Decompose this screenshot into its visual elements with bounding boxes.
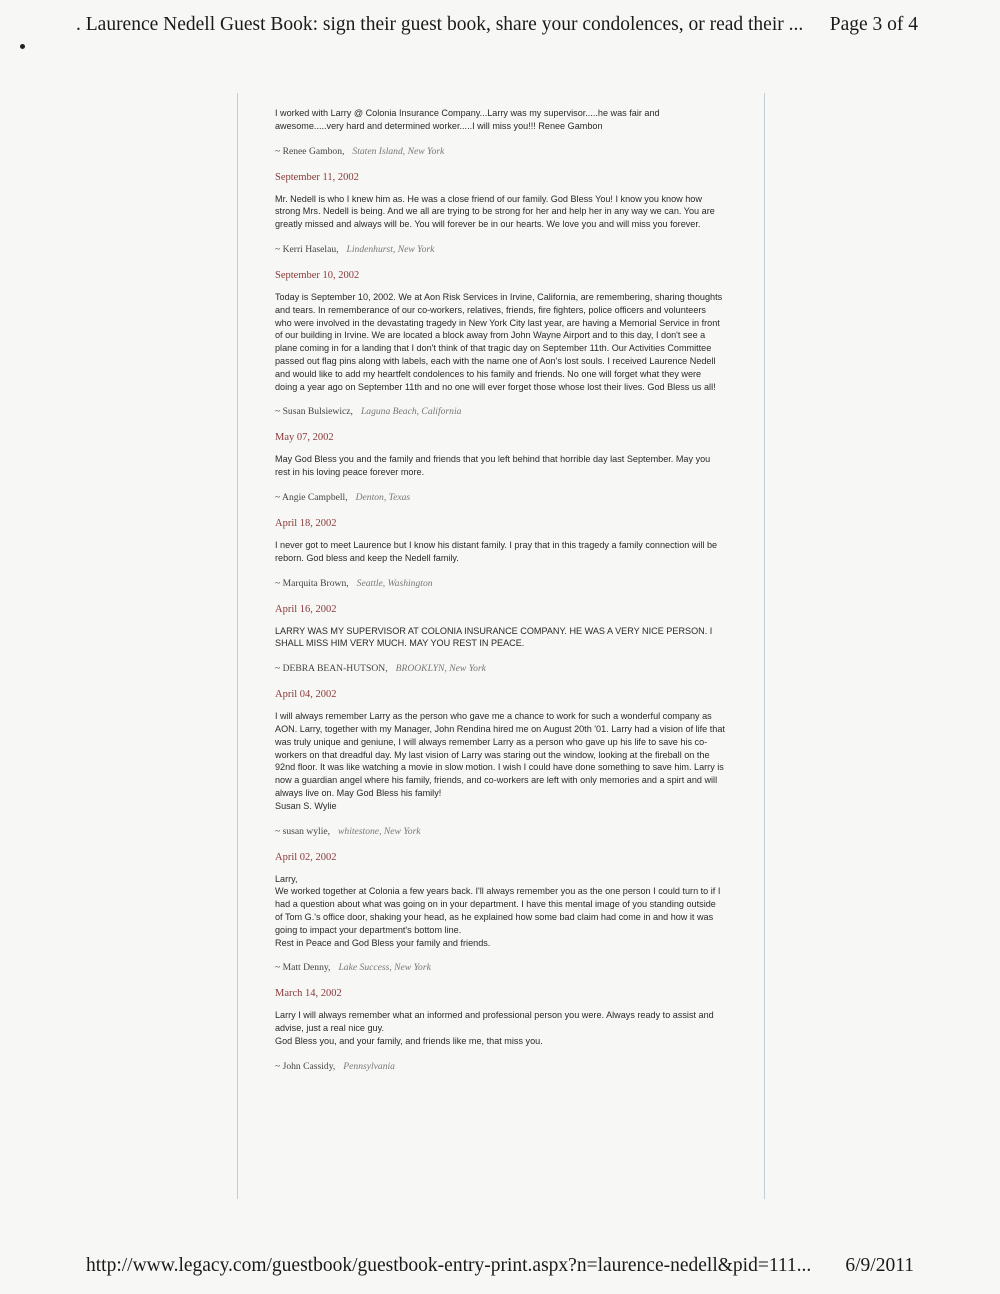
entry-author: ~ Kerri Haselau, bbox=[275, 243, 339, 255]
entry-date: April 04, 2002 bbox=[275, 689, 337, 701]
guestbook-entry bbox=[275, 987, 725, 1072]
guestbook-entry bbox=[275, 603, 725, 676]
entry-location: Lindenhurst, New York bbox=[346, 243, 435, 255]
entry-author: ~ susan wylie, bbox=[275, 825, 331, 837]
entry-message: Today is September 10, 2002. We at Aon Risk Services in Irvine, California, are remembering, sharing thoughts and tears. In rememberance of our co-workers, relatives, friends, fire fighters, police officers and volunteers who were involved in the devastating tragedy in New York City last year, are having a Memorial Service in front of our building in Irvine. We are located a block away from John Wayne Airport and to this day, I don't see a plane coming in for a landing that I don't think of that tragic day on September 11th. Our Activities Committee passed out flag pins along with labels, each with the name one of Aon's lost souls. I received Laurence Nedell and would like to add my heartfelt condolences to his family and friends. No one will forget what they were doing a year ago on September 11th and no one will ever forget those whose lost their lives. God Bless us all! bbox=[275, 291, 723, 392]
entry-date: April 18, 2002 bbox=[275, 517, 337, 529]
guestbook-entry bbox=[275, 851, 725, 975]
bullet-mark bbox=[20, 44, 25, 49]
entry-message: Mr. Nedell is who I knew him as. He was a close friend of our family. God Bless You! I know you know how strong Mrs. Nedell is being. And we all are trying to be strong for her and help her in any way we can. You are greatly missed and always will be. You will forever be in our hearts. We love you and will miss you forever. bbox=[275, 193, 715, 230]
entry-location: Seattle, Washington bbox=[356, 577, 433, 589]
print-date: 6/9/2011 bbox=[845, 1255, 914, 1276]
guestbook-entry bbox=[275, 171, 725, 256]
entry-location: Denton, Texas bbox=[355, 491, 411, 503]
guestbook-entries bbox=[275, 107, 725, 1086]
print-header bbox=[0, 14, 1000, 44]
entry-date: September 11, 2002 bbox=[275, 171, 359, 183]
page-url: http://www.legacy.com/guestbook/guestbook-entry-print.aspx?n=laurence-nedell&pid=111... bbox=[86, 1255, 812, 1276]
entry-location: whitestone, New York bbox=[338, 825, 421, 837]
entry-signature bbox=[275, 825, 725, 838]
entry-author: ~ Susan Bulsiewicz, bbox=[275, 406, 353, 418]
guestbook-entry bbox=[275, 688, 725, 837]
entry-author: ~ Renee Gambon, bbox=[275, 145, 345, 157]
entry-date: April 02, 2002 bbox=[275, 851, 337, 863]
entry-location: Staten Island, New York bbox=[352, 145, 445, 157]
entry-message: Larry I will always remember what an informed and professional person you were. Always ready to assist and advise, just a real nice guy. God Bless you, and your family, and friends like me, that miss you. bbox=[275, 1010, 714, 1046]
entry-message: May God Bless you and the family and friends that you left behind that horrible day last September. May you rest in his loving peace forever more. bbox=[275, 454, 711, 478]
entry-date: March 14, 2002 bbox=[275, 988, 342, 1000]
entry-message: I worked with Larry @ Colonia Insurance Company...Larry was my supervisor.....he was fair and awesome.....very hard and determined worker.....I will miss you!!! Renee Gambon bbox=[275, 108, 660, 131]
entry-signature bbox=[275, 577, 725, 590]
entry-location: Lake Success, New York bbox=[338, 962, 431, 974]
entry-message: I never got to meet Laurence but I know his distant family. I pray that in this tragedy a family connection will be reborn. God bless and keep the Nedell family. bbox=[275, 539, 718, 563]
entry-signature bbox=[275, 1060, 725, 1073]
entry-signature bbox=[275, 405, 725, 418]
entry-date: September 10, 2002 bbox=[275, 269, 360, 281]
entry-location: BROOKLYN, New York bbox=[395, 663, 486, 675]
entry-signature bbox=[275, 662, 725, 675]
entry-author: ~ DEBRA BEAN-HUTSON, bbox=[275, 663, 388, 675]
guestbook-entry bbox=[275, 107, 725, 158]
entry-author: ~ Angie Campbell, bbox=[275, 491, 348, 503]
entry-date: May 07, 2002 bbox=[275, 432, 334, 444]
entry-location: Pennsylvania bbox=[343, 1060, 395, 1072]
page-number: Page 3 of 4 bbox=[829, 14, 918, 35]
entry-signature bbox=[275, 491, 725, 504]
entry-signature bbox=[275, 243, 725, 256]
entry-author: ~ John Cassidy, bbox=[275, 1060, 336, 1072]
entry-author: ~ Matt Denny, bbox=[275, 962, 331, 974]
entry-signature bbox=[275, 145, 725, 158]
page-title: . Laurence Nedell Guest Book: sign their guest book, share your condolences, or read their ... bbox=[76, 14, 804, 35]
entry-author: ~ Marquita Brown, bbox=[275, 577, 349, 589]
entry-location: Laguna Beach, California bbox=[360, 406, 462, 418]
guestbook-entry bbox=[275, 269, 725, 418]
entry-message: I will always remember Larry as the person who gave me a chance to work for such a wonderful company as AON. Larry, together with my Manager, John Rendina hired me on August 20th '01. Larry had a vision of life that was truly unique and geniune, I will always remember Larry as a person who gave up his life to save his co-workers on that dreadful day. My last vision of Larry was staring out the window, looking at the fireball on the 92nd floor. It was like watching a movie in slow motion. I wish I could have done something to save him. Larry is now a guardian angel where his family, friends, and co-workers are left with only memories and a spirt and will always live on. May God Bless his family! Susan S. Wylie bbox=[275, 711, 725, 811]
entry-message: LARRY WAS MY SUPERVISOR AT COLONIA INSURANCE COMPANY. HE WAS A VERY NICE PERSON. I SHALL MISS HIM VERY MUCH. MAY YOU REST IN PEACE. bbox=[275, 625, 713, 649]
guestbook-entry bbox=[275, 517, 725, 590]
entry-date: April 16, 2002 bbox=[275, 603, 337, 615]
entry-message: Larry, We worked together at Colonia a few years back. I'll always remember you as the one person I could turn to if I had a question about what was going on in your department. I have this mental image of you standing outside of Tom G.'s office door, shaking your head, as he explained how some bad claim had come in and how it was going to impact your department's bottom line. Rest in Peace and God Bless your family and friends. bbox=[275, 873, 721, 948]
print-footer bbox=[0, 1255, 1000, 1281]
guestbook-entry bbox=[275, 431, 725, 504]
entry-signature bbox=[275, 961, 725, 974]
